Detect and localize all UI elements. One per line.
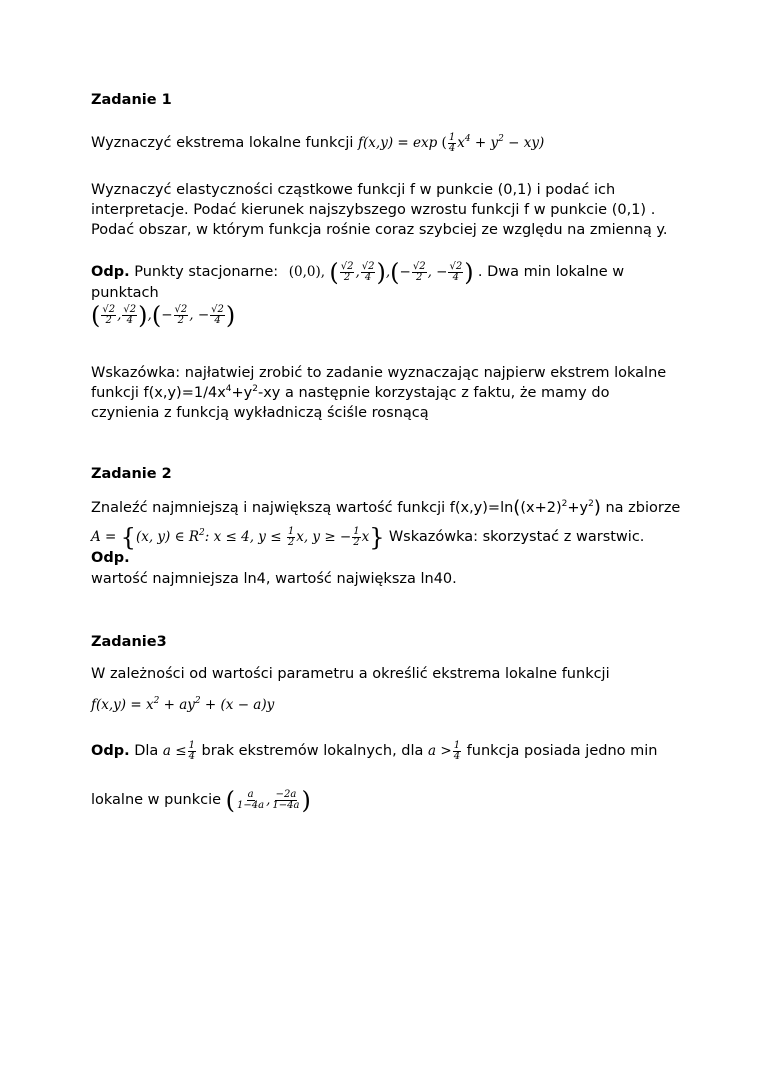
task2-answer-label: Odp. bbox=[91, 550, 130, 566]
task1-answer bbox=[91, 258, 681, 303]
task3-answer: Odp. Dla a ≤ $\frac{1}{4}$ brak ekstremów lokalnych, dla a > $\frac{1}{4}$ funkcja posiada jedno min bbox=[91, 740, 658, 762]
task1-answer-text: Punkty stacjonarne: bbox=[134, 264, 279, 280]
task3-formula: $f(x,y) = x^2 + ay^2 + (x - a)y$ bbox=[91, 696, 275, 713]
task2-title: Zadanie 2 bbox=[91, 466, 172, 482]
task1-hint: Wskazówka: najłatwiej zrobić to zadanie wyznaczając najpierw ekstrem lokalne funkcji $f(x,y)=1/4x^4+y^2-xy$ a następnie korzystając z faktu, że mamy do czynienia z funkcją wykładniczą ściśle rosnącą bbox=[91, 365, 667, 421]
task3-answer-label: Odp. bbox=[91, 743, 130, 759]
task1-formula: f(x,y) = exp ( $\frac{1}{4}$ $x^4 + y^2 - xy$) bbox=[358, 132, 545, 154]
task1-answer-tail: . Dwa min lokalne w punktach bbox=[91, 264, 625, 301]
task2-set-formula: A = {(x, y) ∈ $R^2$: x ≤ 4, y ≤ $\frac{1}{2}$ x, y ≥ − $\frac{1}{2}$ x} bbox=[91, 523, 385, 552]
task2-set-line bbox=[91, 523, 681, 568]
task1-line1 bbox=[91, 133, 681, 154]
task1-hint-label: Wskazówka: bbox=[91, 365, 181, 381]
task1-min-points-formula: ( $\frac{√2}{2}$ , $\frac{√2}{4}$ ),(− $\frac{√2}{2}$ , − $\frac{√2}{4}$ ) bbox=[91, 301, 236, 330]
task1-line1-text: Wyznaczyć ekstrema lokalne funkcji bbox=[91, 135, 354, 151]
task1-answer-label: Odp. bbox=[91, 264, 130, 280]
task3-cond2: a > $\frac{1}{4}$ bbox=[428, 740, 461, 762]
task1-stationary-points: (0,0), ( $\frac{√2}{2}$ , $\frac{√2}{4}$ ),(− $\frac{√2}{2}$ , − $\frac{√2}{4}$ ) bbox=[288, 258, 474, 287]
task3-line1: W zależności od wartości parametru a określić ekstrema lokalne funkcji bbox=[91, 666, 610, 682]
task3-min-point: ( $\frac{a}{1-4a}$ , $\frac{-2a}{1-4a}$ ) bbox=[225, 786, 311, 815]
task3-title: Zadanie3 bbox=[91, 634, 167, 650]
task1-title: Zadanie 1 bbox=[91, 92, 172, 108]
task2-answer: wartość najmniejsza ln4, wartość największa ln40. bbox=[91, 571, 457, 587]
task3-cond1: a ≤ $\frac{1}{4}$ bbox=[162, 740, 195, 762]
task1-para2: Wyznaczyć elastyczności cząstkowe funkcji f w punkcie (0,1) i podać ich interpretacje. Podać kierunek najszybszego wzrostu funkcji f w punkcie (0,1) . Podać obszar, w którym funkcja rośnie coraz szybciej ze względu na zmienną y. bbox=[91, 182, 668, 238]
task2-line1: Znaleźć najmniejszą i największą wartość funkcji $f(x,y)=\ln((x+2)^2+y^2)$ na zbiorze bbox=[91, 497, 681, 518]
task2-hint: Wskazówka: skorzystać z warstwic. bbox=[388, 529, 645, 545]
task3-last-line: lokalne w punkcie ( $\frac{a}{1-4a}$ , $\frac{-2a}{1-4a}$ ) bbox=[91, 786, 311, 815]
task1-min-points bbox=[91, 301, 681, 330]
